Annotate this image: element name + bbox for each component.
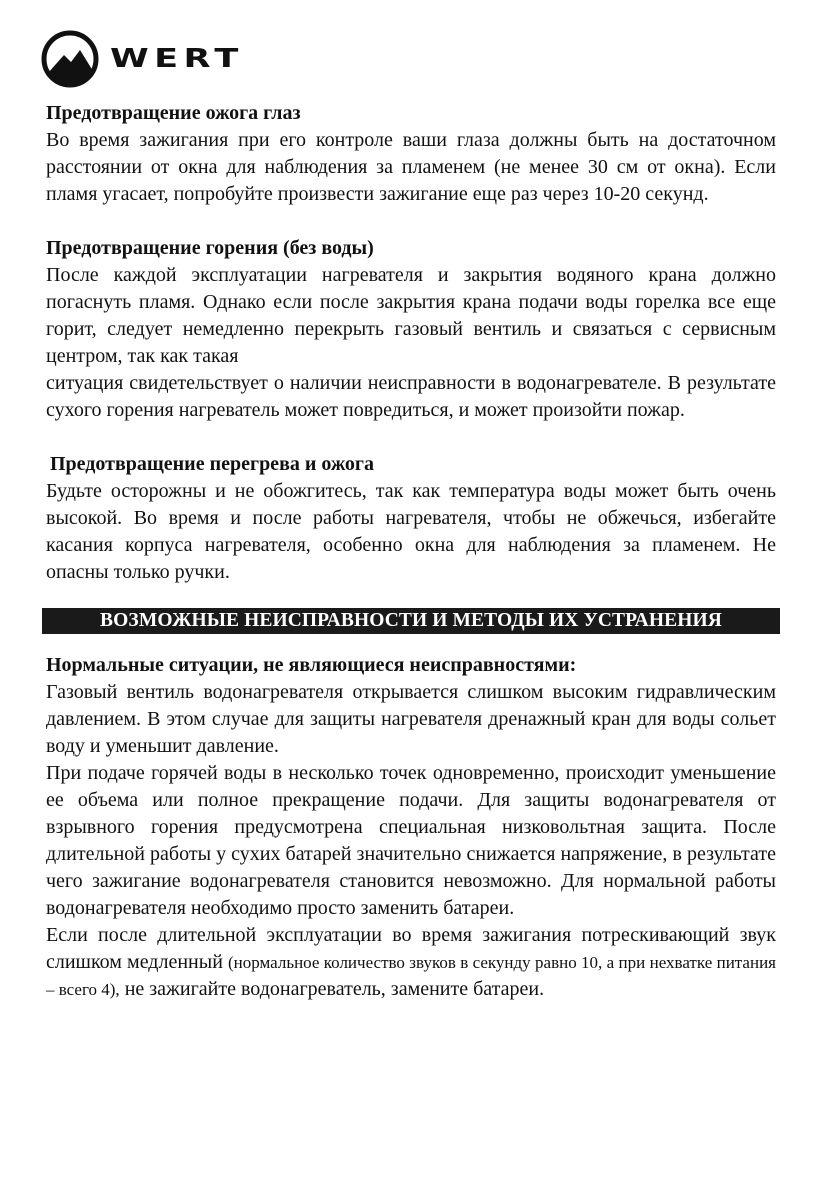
text-normal-3a: Если после длительной эксплуатации во время зажигания потрескивающий звук слишком медленный xyxy=(46,924,776,973)
text-normal-3c: не зажигайте водонагреватель, замените батареи. xyxy=(119,978,545,1000)
section-text-dry-burn-1: После каждой эксплуатации нагревателя и закрытия водяного крана должно погаснуть пламя. Однако если после закрытия крана подачи воды горелка все еще горит, следует немедленно перекрыть газовый вентиль и связаться с сервисным центром, так как такая xyxy=(46,264,776,367)
brand-logo xyxy=(40,28,244,90)
document-body xyxy=(46,100,776,1003)
section-text-normal-3 xyxy=(46,922,776,1003)
text-normal-3b: (нормальное количество звуков в секунду равно 10, а при нехватке питания – всего 4), xyxy=(46,953,776,999)
section-text-overheat: Будьте осторожны и не обожгитесь, так как температура воды может быть очень высокой. Во время и после работы нагревателя, чтобы не обжечься, избегайте касания корпуса нагревателя, особенно окна для наблюдения за пламенем. Не опасны только ручки. xyxy=(46,480,776,583)
troubleshooting-banner: ВОЗМОЖНЫЕ НЕИСПРАВНОСТИ И МЕТОДЫ ИХ УСТРАНЕНИЯ xyxy=(42,608,780,634)
section-title-eye-burn: Предотвращение ожога глаз xyxy=(46,102,301,124)
section-title-overheat: Предотвращение перегрева и ожога xyxy=(50,453,374,475)
section-text-normal-1: Газовый вентиль водонагревателя открывается слишком высоким гидравлическим давлением. В этом случае для защиты нагревателя дренажный кран для воды сольет воду и уменьшит давление. xyxy=(46,681,776,757)
brand-name: WERT xyxy=(110,44,244,74)
section-text-dry-burn-2: ситуация свидетельствует о наличии неисправности в водонагревателе. В результате сухого горения нагреватель может повредиться, и может произойти пожар. xyxy=(46,372,776,421)
section-text-eye-burn: Во время зажигания при его контроле ваши глаза должны быть на достаточном расстоянии от окна для наблюдения за пламенем (не менее 30 см от окна). Если пламя угасает, попробуйте произвести зажигание еще раз через 10-20 секунд. xyxy=(46,129,776,205)
section-title-normal: Нормальные ситуации, не являющиеся неисправностями: xyxy=(46,654,577,676)
section-title-dry-burn: Предотвращение горения (без воды) xyxy=(46,237,374,259)
mountain-logo-icon xyxy=(40,29,100,89)
section-text-normal-2: При подаче горячей воды в несколько точек одновременно, происходит уменьшение ее объема или полное прекращение подачи. Для защиты водонагревателя от взрывного горения предусмотрена специальная низковольтная защита. После длительной работы у сухих батарей значительно снижается напряжение, в результате чего зажигание водонагревателя становится невозможно. Для нормальной работы водонагревателя необходимо просто заменить батареи. xyxy=(46,762,776,919)
